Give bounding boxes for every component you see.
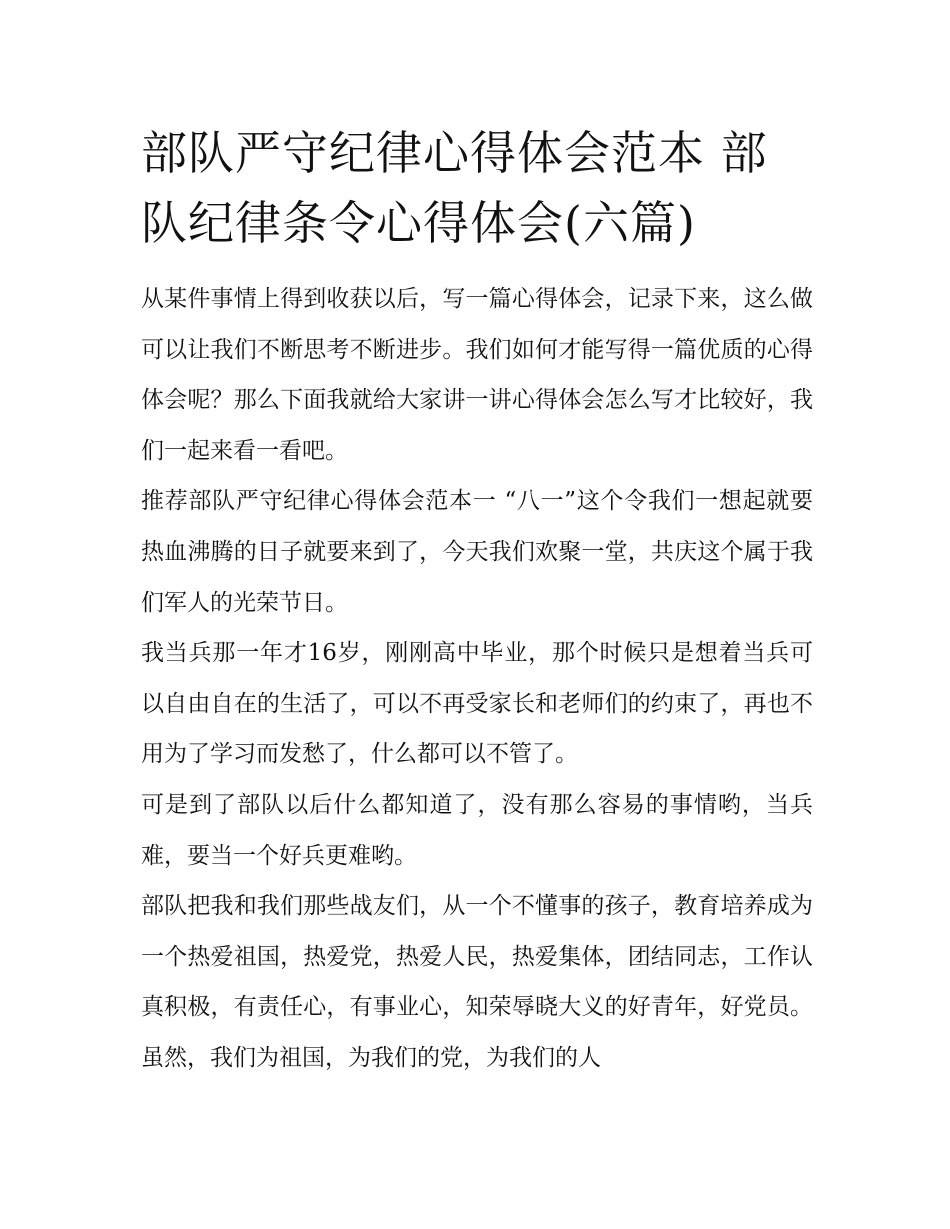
document-content [141,118,813,1084]
paragraph-2: 推荐部队严守纪律心得体会范本一 “八一”这个令我们一想起就要热血沸腾的日子就要来到了，今天我们欢聚一堂，共庆这个属于我们军人的光荣节日。 [141,488,813,616]
paragraph-4: 可是到了部队以后什么都知道了，没有那么容易的事情哟，当兵难，要当一个好兵更难哟。 [141,791,813,869]
paragraph-1: 从某件事情上得到收获以后，写一篇心得体会，记录下来，这么做可以让我们不断思考不断进步。我们如何才能写得一篇优质的心得体会呢？那么下面我就给大家讲一讲心得体会怎么写才比较好，我们一起来看一看吧。 [141,286,813,464]
paragraph-3: 我当兵那一年才16岁，刚刚高中毕业，那个时候只是想着当兵可以自由自在的生活了，可以不再受家长和老师们的约束了，再也不用为了学习而发愁了，什么都可以不管了。 [141,640,813,768]
paragraph-5: 部队把我和我们那些战友们，从一个不懂事的孩子，教育培养成为一个热爱祖国，热爱党，热爱人民，热爱集体，团结同志，工作认真积极，有责任心，有事业心，知荣辱晓大义的好青年，好党员。虽然，我们为祖国，为我们的党，为我们的人 [141,893,813,1071]
document-title: 部队严守纪律心得体会范本 部队纪律条令心得体会(六篇) [141,126,768,250]
document-body [141,274,813,1084]
